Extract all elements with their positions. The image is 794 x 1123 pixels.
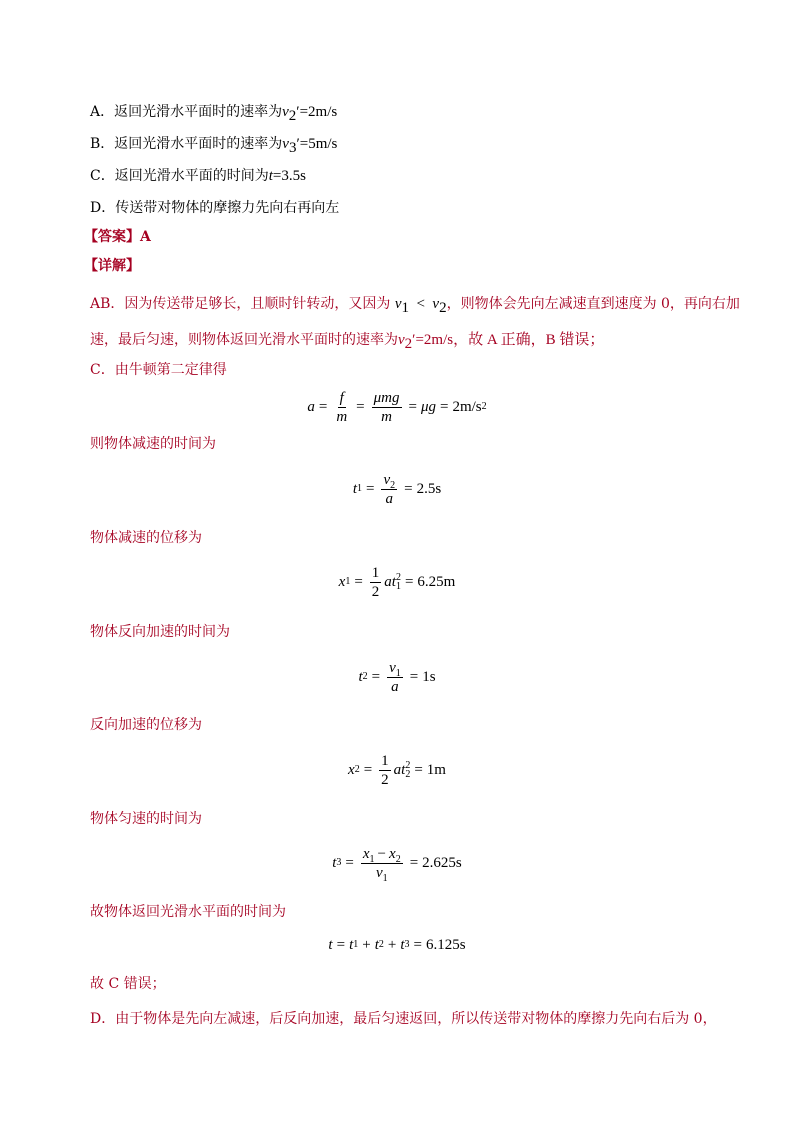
formula-t2: t 2 = $\frac{v_1}{a}$ = 1s <box>358 659 436 695</box>
option-b: B．返回光滑水平面时的速率为$v_3'=5m/s$ <box>90 136 338 156</box>
detail-label: 【详解】 <box>84 258 140 274</box>
formula-t1: t 1 = $\frac{v_2}{a}$ = 2.5s <box>352 471 442 507</box>
formula-acceleration: a = $\frac{f}{m}$ = $\frac{\text{μmg}}{m}$ = μg = 2m/s 2 <box>307 389 487 425</box>
formula-x1: x 1 = $\frac{1}{2}$ at 2 1 = 6.25m <box>338 564 456 600</box>
solution-c-intro: C．由牛顿第二定律得 <box>90 362 227 378</box>
text-decel-time: 则物体减速的时间为 <box>90 436 216 452</box>
text-uniform-time: 物体匀速的时间为 <box>90 811 202 827</box>
text-c-wrong: 故 C 错误； <box>90 976 166 992</box>
text-decel-displacement: 物体减速的位移为 <box>90 530 202 546</box>
formula-t3: t 3 = $\frac{x_1 - x_2}{v_1}$ = 2.625s <box>332 845 462 884</box>
formula-x2: x 2 = $\frac{1}{2}$ at 2 2 = 1m <box>348 752 446 788</box>
solution-ab-line1: AB．因为传送带足够长，且顺时针转动，又因为 $v_1 < v_2$，则物体会先向左减速直到速度为 0，再向右加 <box>90 296 740 316</box>
solution-d: D．由于物体是先向左减速，后反向加速，最后匀速返回，所以传送带对物体的摩擦力先向右后为 0， <box>90 1011 717 1027</box>
text-reverse-time: 物体反向加速的时间为 <box>90 624 230 640</box>
solution-ab-line2: 速，最后匀速，则物体返回光滑水平面时的速率为$v_2'=2m/s$，故 A 正确，B 错误； <box>90 332 605 352</box>
text-reverse-displacement: 反向加速的位移为 <box>90 717 202 733</box>
option-d: D．传送带对物体的摩擦力先向右再向左 <box>90 200 340 216</box>
answer-line: 【答案】A <box>84 229 151 245</box>
option-a: A．返回光滑水平面时的速率为$v_2'=2m/s$ <box>90 104 338 124</box>
formula-total-time: t = t 1 + t 2 + t 3 = 6.125s <box>328 936 466 953</box>
option-c: C．返回光滑水平面的时间为t=3.5s <box>90 168 306 184</box>
text-total-time: 故物体返回光滑水平面的时间为 <box>90 904 286 920</box>
